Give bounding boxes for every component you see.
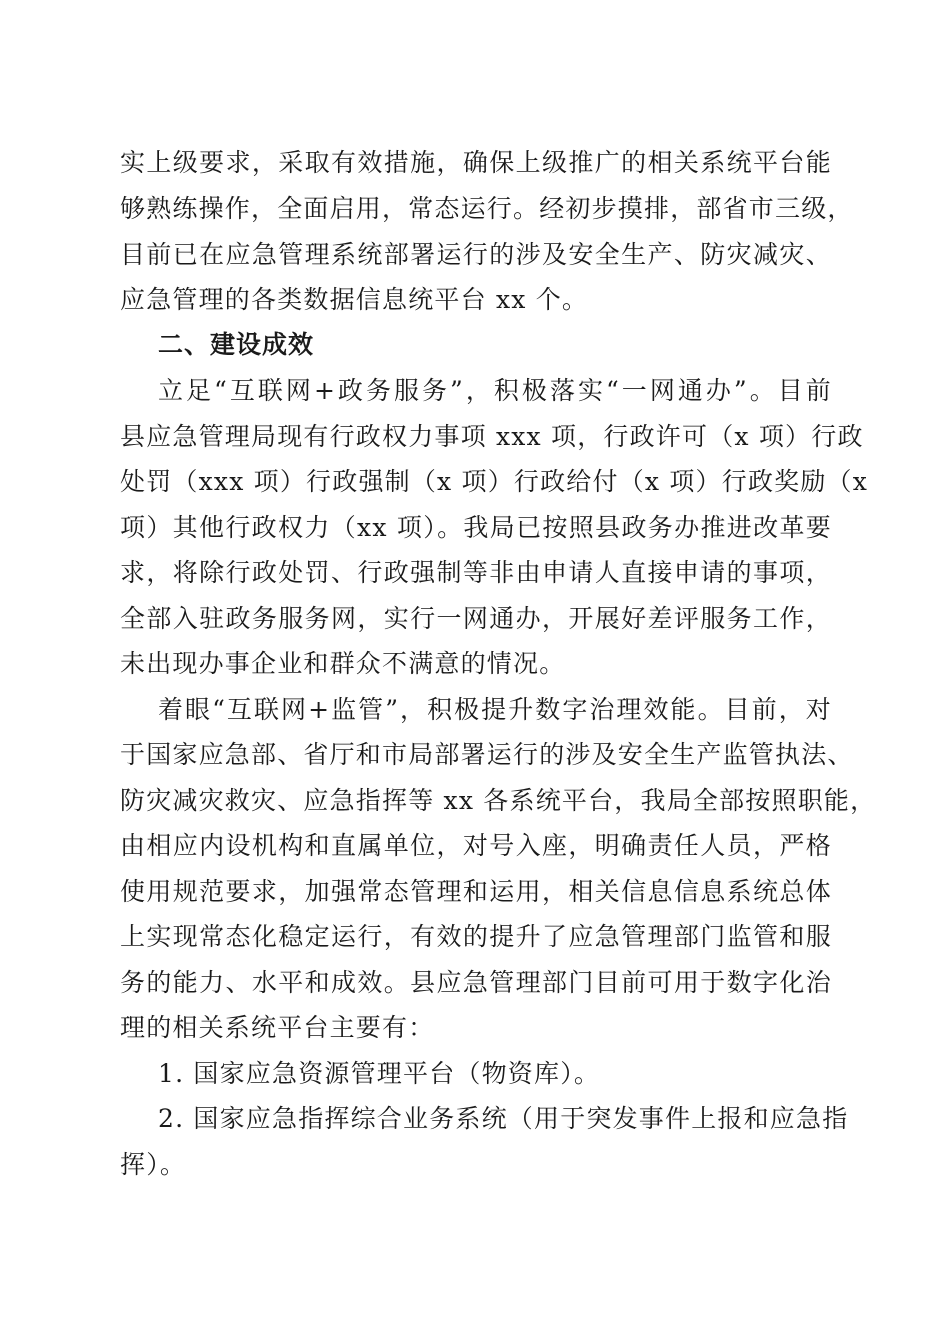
paragraph-line: 由相应内设机构和直属单位，对号入座，明确责任人员，严格	[120, 831, 832, 860]
paragraph-line: 够熟练操作，全面启用，常态运行。经初步摸排，部省市三级，	[120, 194, 854, 223]
list-item-line: 1. 国家应急资源管理平台（物资库）。	[158, 1059, 601, 1088]
section-heading: 二、建设成效	[158, 330, 315, 359]
paragraph-line: 于国家应急部、省厅和市局部署运行的涉及安全生产监管执法、	[120, 740, 854, 769]
paragraph-line: 上实现常态化稳定运行，有效的提升了应急管理部门监管和服	[120, 922, 832, 951]
paragraph-line: 全部入驻政务服务网，实行一网通办，开展好差评服务工作，	[120, 604, 832, 633]
paragraph-line: 使用规范要求，加强常态管理和运用，相关信息信息系统总体	[120, 877, 832, 906]
paragraph-line: 应急管理的各类数据信息统平台 xx 个。	[120, 285, 589, 314]
paragraph-line: 理的相关系统平台主要有：	[120, 1013, 435, 1042]
paragraph-line: 务的能力、水平和成效。县应急管理部门目前可用于数字化治	[120, 968, 832, 997]
list-item-line: 挥）。	[120, 1150, 187, 1179]
paragraph-line: 着眼“互联网+监管”，积极提升数字治理效能。目前，对	[158, 695, 832, 724]
paragraph-line: 未出现办事企业和群众不满意的情况。	[120, 649, 566, 678]
paragraph-line: 求，将除行政处罚、行政强制等非由申请人直接申请的事项，	[120, 558, 832, 587]
paragraph-line: 县应急管理局现有行政权力事项 xxx 项，行政许可（x 项）行政	[120, 422, 864, 451]
paragraph-line: 立足“互联网+政务服务”，积极落实“一网通办”。目前	[158, 376, 832, 405]
paragraph-line: 处罚（xxx 项）行政强制（x 项）行政给付（x 项）行政奖励（x	[120, 467, 869, 496]
paragraph-line: 目前已在应急管理系统部署运行的涉及安全生产、防灾减灾、	[120, 240, 832, 269]
paragraph-line: 项）其他行政权力（xx 项）。我局已按照县政务办推进改革要	[120, 513, 832, 542]
paragraph-line: 防灾减灾救灾、应急指挥等 xx 各系统平台，我局全部按照职能，	[120, 786, 877, 815]
paragraph-line: 实上级要求，采取有效措施，确保上级推广的相关系统平台能	[120, 148, 832, 177]
list-item-line: 2. 国家应急指挥综合业务系统（用于突发事件上报和应急指	[158, 1104, 849, 1133]
